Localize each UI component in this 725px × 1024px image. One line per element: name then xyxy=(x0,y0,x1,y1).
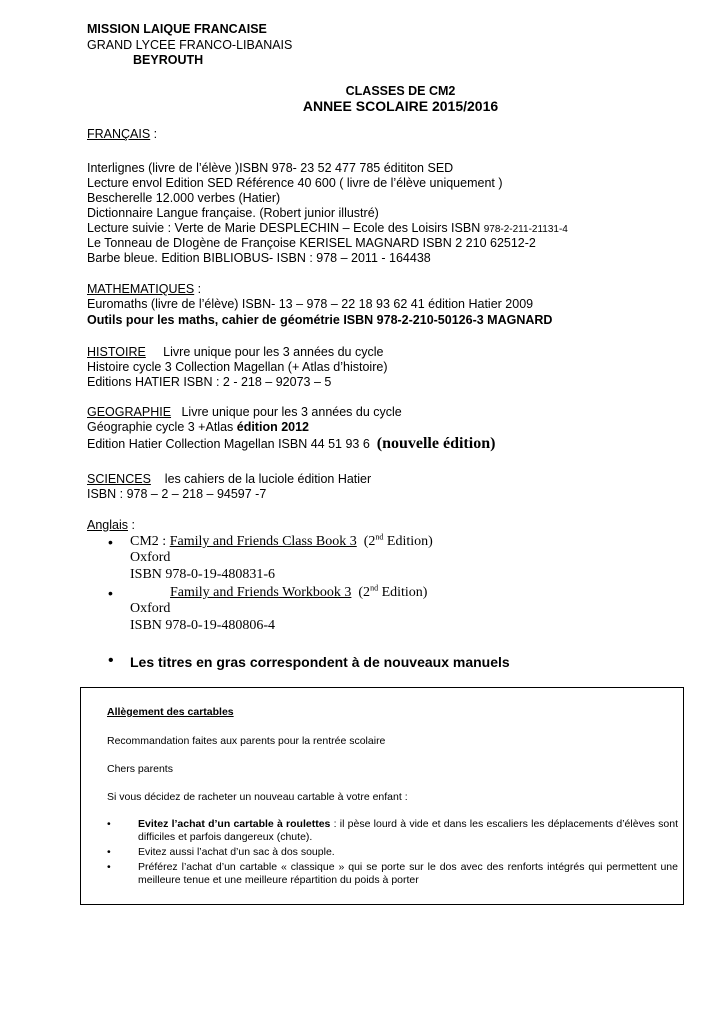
notice-item: Préférez l’achat d’un cartable « classique » qui se porte sur le dos avec des renforts intégrés qui permettent une meilleure tenue et une meilleure répartition du poids à porter xyxy=(138,861,678,886)
francais-line: Bescherelle 12.000 verbes (Hatier) xyxy=(87,191,281,205)
francais-line: Le Tonneau de DIogène de Françoise KERISEL MAGNARD ISBN 2 210 62512-2 xyxy=(87,236,536,250)
francais-line: Lecture envol Edition SED Référence 40 600 ( livre de l’élève uniquement ) xyxy=(87,176,503,190)
sciences-heading: SCIENCES xyxy=(87,472,151,486)
geo-heading: GEOGRAPHIE xyxy=(87,405,172,419)
anglais-heading: Anglais xyxy=(87,518,128,532)
section-sciences: SCIENCES les cahiers de la luciole édition Hatier xyxy=(87,472,372,486)
section-geographie: GEOGRAPHIE Livre unique pour les 3 années du cycle xyxy=(87,405,402,419)
bullet-icon: • xyxy=(108,585,113,601)
school-name: GRAND LYCEE FRANCO-LIBANAIS xyxy=(87,38,293,52)
anglais-publisher: Oxford xyxy=(130,601,171,616)
francais-line: Lecture suivie : Verte de Marie DESPLECHIN – Ecole des Loisirs ISBN 978-2-211-21131-4 xyxy=(87,221,568,235)
anglais-publisher: Oxford xyxy=(130,550,171,565)
bullet-icon: • xyxy=(108,534,113,550)
bullet-icon: • xyxy=(107,846,111,858)
school-year: ANNEE SCOLAIRE 2015/2016 xyxy=(302,98,499,114)
histoire-heading: HISTOIRE xyxy=(87,345,146,359)
anglais-isbn: ISBN 978-0-19-480831-6 xyxy=(130,567,276,582)
bullet-icon: • xyxy=(107,861,111,873)
maths-line-bold: Outils pour les maths, cahier de géométrie ISBN 978-2-210-50126-3 MAGNARD xyxy=(87,313,553,327)
notice-paragraph: Recommandation faites aux parents pour la rentrée scolaire xyxy=(107,735,386,747)
new-edition-note: (nouvelle édition) xyxy=(376,435,496,452)
new-books-note: Les titres en gras correspondent à de nouveaux manuels xyxy=(130,654,510,670)
class-title: CLASSES DE CM2 xyxy=(345,84,456,98)
org-name: MISSION LAIQUE FRANCAISE xyxy=(87,22,267,36)
francais-line: Dictionnaire Langue française. (Robert junior illustré) xyxy=(87,206,379,220)
section-maths: MATHEMATIQUES : xyxy=(87,282,202,296)
geo-line: Edition Hatier Collection Magellan ISBN 44 51 93 6 (nouvelle édition) xyxy=(87,435,496,452)
notice-item: Evitez aussi l’achat d’un sac à dos souple. xyxy=(138,846,335,858)
anglais-isbn: ISBN 978-0-19-480806-4 xyxy=(130,618,276,633)
section-francais: FRANÇAIS : xyxy=(87,127,158,141)
notice-title: Allègement des cartables xyxy=(107,706,234,718)
maths-heading: MATHEMATIQUES xyxy=(87,282,195,296)
anglais-book-2: Family and Friends Workbook 3 (2nd Edition) xyxy=(170,583,428,600)
anglais-book-1: CM2 : Family and Friends Class Book 3 (2nd Edition) xyxy=(130,532,433,549)
histoire-line: Histoire cycle 3 Collection Magellan (+ Atlas d’histoire) xyxy=(87,360,388,374)
city-name: BEYROUTH xyxy=(133,53,204,67)
francais-heading: FRANÇAIS xyxy=(87,127,151,141)
francais-line: Interlignes (livre de l’élève )ISBN 978- 23 52 477 785 édititon SED xyxy=(87,161,454,175)
notice-paragraph: Chers parents xyxy=(107,763,173,775)
notice-paragraph: Si vous décidez de racheter un nouveau cartable à votre enfant : xyxy=(107,791,408,803)
bullet-icon: • xyxy=(107,818,111,830)
francais-line: Barbe bleue. Edition BIBLIOBUS- ISBN : 978 – 2011 - 164438 xyxy=(87,251,431,265)
section-anglais: Anglais : xyxy=(87,518,135,532)
geo-line: Géographie cycle 3 +Atlas édition 2012 xyxy=(87,420,309,434)
histoire-line: Editions HATIER ISBN : 2 - 218 – 92073 – 5 xyxy=(87,375,332,389)
sciences-line: ISBN : 978 – 2 – 218 – 94597 -7 xyxy=(87,487,267,501)
notice-item: Evitez l’achat d’un cartable à roulettes : il pèse lourd à vide et dans les escaliers les déplacements d’élèves sont difficiles et parfois dangereux (chute). xyxy=(138,818,678,843)
bullet-icon: • xyxy=(108,652,114,669)
isbn-small: 978-2-211-21131-4 xyxy=(483,224,568,235)
maths-line: Euromaths (livre de l’élève) ISBN- 13 – 978 – 22 18 93 62 41 édition Hatier 2009 xyxy=(87,297,534,311)
section-histoire: HISTOIRE Livre unique pour les 3 années du cycle xyxy=(87,345,384,359)
